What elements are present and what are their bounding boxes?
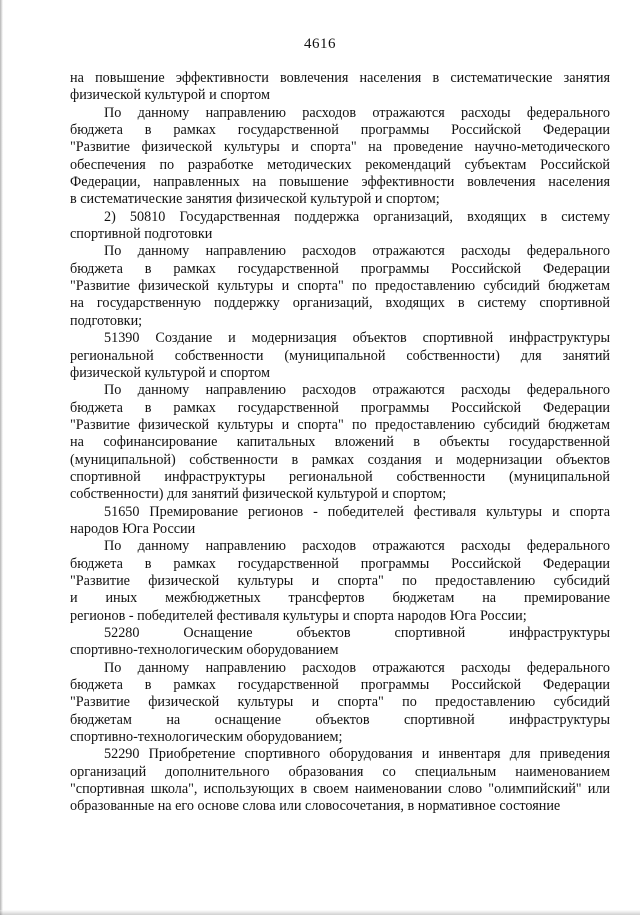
text-line: и иных межбюджетных трансфертов бюджетам на премирование <box>70 590 610 607</box>
text-line: обеспечения по разработке методических рекомендаций субъектам Российской <box>70 156 610 173</box>
text-line: "Развитие физической культуры и спорта" по предоставлению субсидий <box>70 572 610 589</box>
text-line: По данному направлению расходов отражаются расходы федерального <box>104 104 610 121</box>
text-line: По данному направлению расходов отражаются расходы федерального <box>104 243 610 260</box>
text-line: на софинансирование капитальных вложений в объекты государственной <box>70 434 610 451</box>
text-line: 2) 50810 Государственная поддержка организаций, входящих в систему <box>104 208 610 225</box>
text-line: Федерации, направленных на повышение эффективности вовлечения населения <box>70 174 610 191</box>
text-line: собственности) для занятий физической культурой и спортом; <box>70 486 447 503</box>
text-line: "Развитие физической культуры и спорта" по предоставлению субсидий бюджетам <box>70 416 610 433</box>
page-number: 4616 <box>304 36 336 52</box>
text-line: "Развитие физической культуры и спорта" на проведение научно-методического <box>70 139 610 156</box>
text-line: спортивной инфраструктуры региональной собственности (муниципальной <box>70 468 610 485</box>
text-line: По данному направлению расходов отражаются расходы федерального <box>104 659 610 676</box>
text-line: 52290 Приобретение спортивного оборудования и инвентаря для приведения <box>104 746 610 763</box>
text-line: 51650 Премирование регионов - победителей фестиваля культуры и спорта <box>104 503 610 520</box>
text-line: спортивно-технологическим оборудованием; <box>70 729 343 746</box>
text-line: "Развитие физической культуры и спорта" по предоставлению субсидий бюджетам <box>70 278 610 295</box>
scan-edge-bottom <box>0 910 640 915</box>
text-line: физической культурой и спортом <box>70 364 270 381</box>
scan-edge-left <box>0 0 3 915</box>
text-line: спортивно-технологическим оборудованием <box>70 642 339 659</box>
text-line: на повышение эффективности вовлечения населения в систематические занятия <box>70 70 610 86</box>
text-line: регионов - победителей фестиваля культуры и спорта народов Юга России; <box>70 607 527 624</box>
text-line: "спортивная школа", использующих в своем наименовании слово "олимпийский" или <box>70 781 610 798</box>
text-line: в систематические занятия физической культурой и спортом; <box>70 191 440 208</box>
text-line: бюджетам на оснащение объектов спортивной инфраструктуры <box>70 711 610 728</box>
text-line: на государственную поддержку организаций, входящих в систему спортивной <box>70 295 610 312</box>
document-body <box>70 70 610 816</box>
text-line: подготовки; <box>70 312 143 329</box>
text-line: бюджета в рамках государственной программы Российской Федерации <box>70 260 610 277</box>
text-line: По данному направлению расходов отражаются расходы федерального <box>104 538 610 555</box>
text-line: бюджета в рамках государственной программы Российской Федерации <box>70 399 610 416</box>
text-line: 51390 Создание и модернизация объектов спортивной инфраструктуры <box>104 330 610 347</box>
text-line: региональной собственности (муниципальной собственности) для занятий <box>70 347 610 364</box>
text-line: "Развитие физической культуры и спорта" по предоставлению субсидий <box>70 694 610 711</box>
text-line: бюджета в рамках государственной программы Российской Федерации <box>70 555 610 572</box>
text-line: бюджета в рамках государственной программы Российской Федерации <box>70 677 610 694</box>
text-line: организаций дополнительного образования со специальным наименованием <box>70 763 610 780</box>
text-line: спортивной подготовки <box>70 226 213 243</box>
text-line: (муниципальной) собственности в рамках создания и модернизации объектов <box>70 451 610 468</box>
text-line: физической культурой и спортом <box>70 87 270 104</box>
text-line: По данному направлению расходов отражаются расходы федерального <box>104 382 610 399</box>
text-line: 52280 Оснащение объектов спортивной инфраструктуры <box>104 625 610 641</box>
text-line: народов Юга России <box>70 520 196 537</box>
text-line: бюджета в рамках государственной программы Российской Федерации <box>70 122 610 139</box>
text-line: образованные на его основе слова или словосочетания, в нормативное состояние <box>70 798 561 815</box>
